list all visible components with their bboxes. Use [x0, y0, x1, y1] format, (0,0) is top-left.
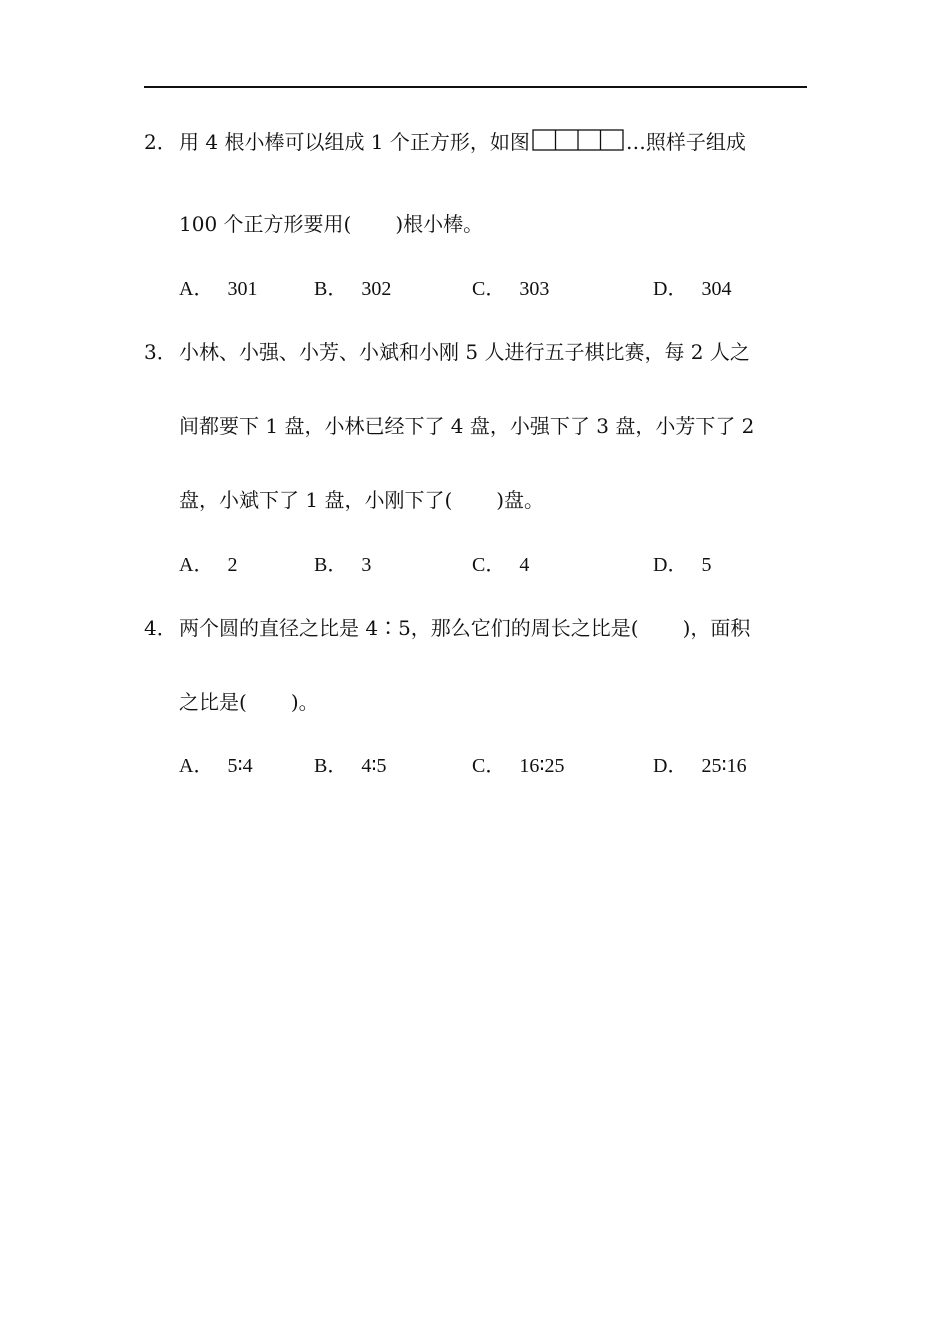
question-4-text-d: )。 — [290, 690, 319, 714]
option-a: A． 5∶4 — [179, 755, 253, 777]
question-2-text-d: )根小棒。 — [395, 212, 484, 236]
question-number: 3． — [144, 340, 177, 364]
option-c: C． 16∶25 — [472, 755, 565, 777]
option-b: B． 4∶5 — [314, 755, 387, 777]
question-4-text-b: )，面积 — [682, 616, 751, 640]
option-c: C． 4 — [472, 554, 530, 576]
option-b: B． 3 — [314, 554, 372, 576]
question-2-text-b: …照样子组成 — [625, 130, 746, 154]
option-c: C． 303 — [472, 278, 550, 300]
question-3-text-b: 间都要下 1 盘，小林已经下了 4 盘，小强下了 3 盘，小芳下了 2 — [179, 414, 755, 438]
four-squares-figure-icon — [532, 128, 624, 152]
question-3-text-d: )盘。 — [496, 488, 545, 512]
header-rule — [144, 86, 807, 88]
question-3-text-a: 小林、小强、小芳、小斌和小刚 5 人进行五子棋比赛，每 2 人之 — [179, 340, 750, 364]
question-number: 4． — [144, 616, 177, 640]
option-a: A． 301 — [179, 278, 258, 300]
question-2-text-c: 100 个正方形要用( — [179, 212, 352, 236]
option-d: D． 25∶16 — [653, 755, 747, 777]
question-4-text-a: 两个圆的直径之比是 4∶5，那么它们的周长之比是( — [179, 616, 639, 640]
question-4-text-c: 之比是( — [179, 690, 247, 714]
question-2-text-a: 用 4 根小棒可以组成 1 个正方形，如图 — [179, 130, 530, 154]
question-3-text-c: 盘，小斌下了 1 盘，小刚下了( — [179, 488, 453, 512]
option-d: D． 304 — [653, 278, 732, 300]
question-number: 2． — [144, 130, 177, 154]
option-b: B． 302 — [314, 278, 392, 300]
option-d: D． 5 — [653, 554, 712, 576]
option-a: A． 2 — [179, 554, 238, 576]
